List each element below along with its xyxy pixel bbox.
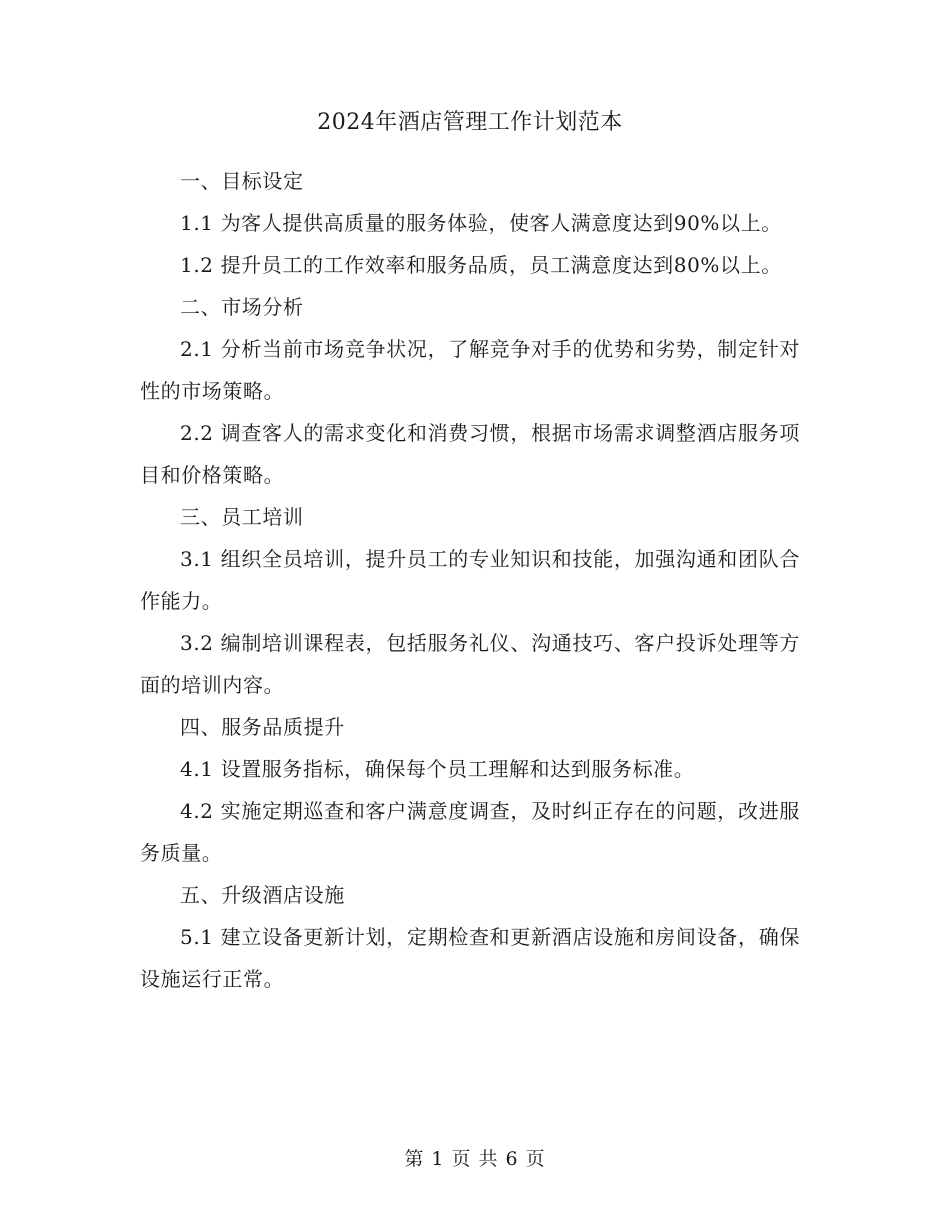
paragraph-3-1: 3.1 组织全员培训，提升员工的专业知识和技能，加强沟通和团队合作能力。 [140, 547, 800, 613]
section-heading-market: 二、市场分析 [180, 295, 304, 319]
document-body [140, 160, 800, 1000]
paragraph-4-2: 4.2 实施定期巡查和客户满意度调查，及时纠正存在的问题，改进服务质量。 [140, 799, 800, 865]
paragraph-5-1: 5.1 建立设备更新计划，定期检查和更新酒店设施和房间设备，确保设施运行正常。 [140, 925, 800, 991]
paragraph-1-1: 1.1 为客人提供高质量的服务体验，使客人满意度达到90%以上。 [180, 211, 782, 235]
section-heading-service: 四、服务品质提升 [180, 715, 345, 739]
paragraph-3-2: 3.2 编制培训课程表，包括服务礼仪、沟通技巧、客户投诉处理等方面的培训内容。 [140, 631, 800, 697]
section-heading-training: 三、员工培训 [180, 505, 304, 529]
paragraph-4-1: 4.1 设置服务指标，确保每个员工理解和达到服务标准。 [180, 757, 695, 781]
paragraph-2-2: 2.2 调查客人的需求变化和消费习惯，根据市场需求调整酒店服务项目和价格策略。 [140, 421, 800, 487]
section-heading-facilities: 五、升级酒店设施 [180, 883, 345, 907]
paragraph-2-1: 2.1 分析当前市场竞争状况，了解竞争对手的优势和劣势，制定针对性的市场策略。 [140, 337, 800, 403]
paragraph-1-2: 1.2 提升员工的工作效率和服务品质，员工满意度达到80%以上。 [180, 253, 782, 277]
document-title: 2024年酒店管理工作计划范本 [317, 110, 623, 135]
page-number-footer: 第 1 页 共 6 页 [404, 1148, 546, 1170]
section-heading-goals: 一、目标设定 [180, 169, 304, 193]
